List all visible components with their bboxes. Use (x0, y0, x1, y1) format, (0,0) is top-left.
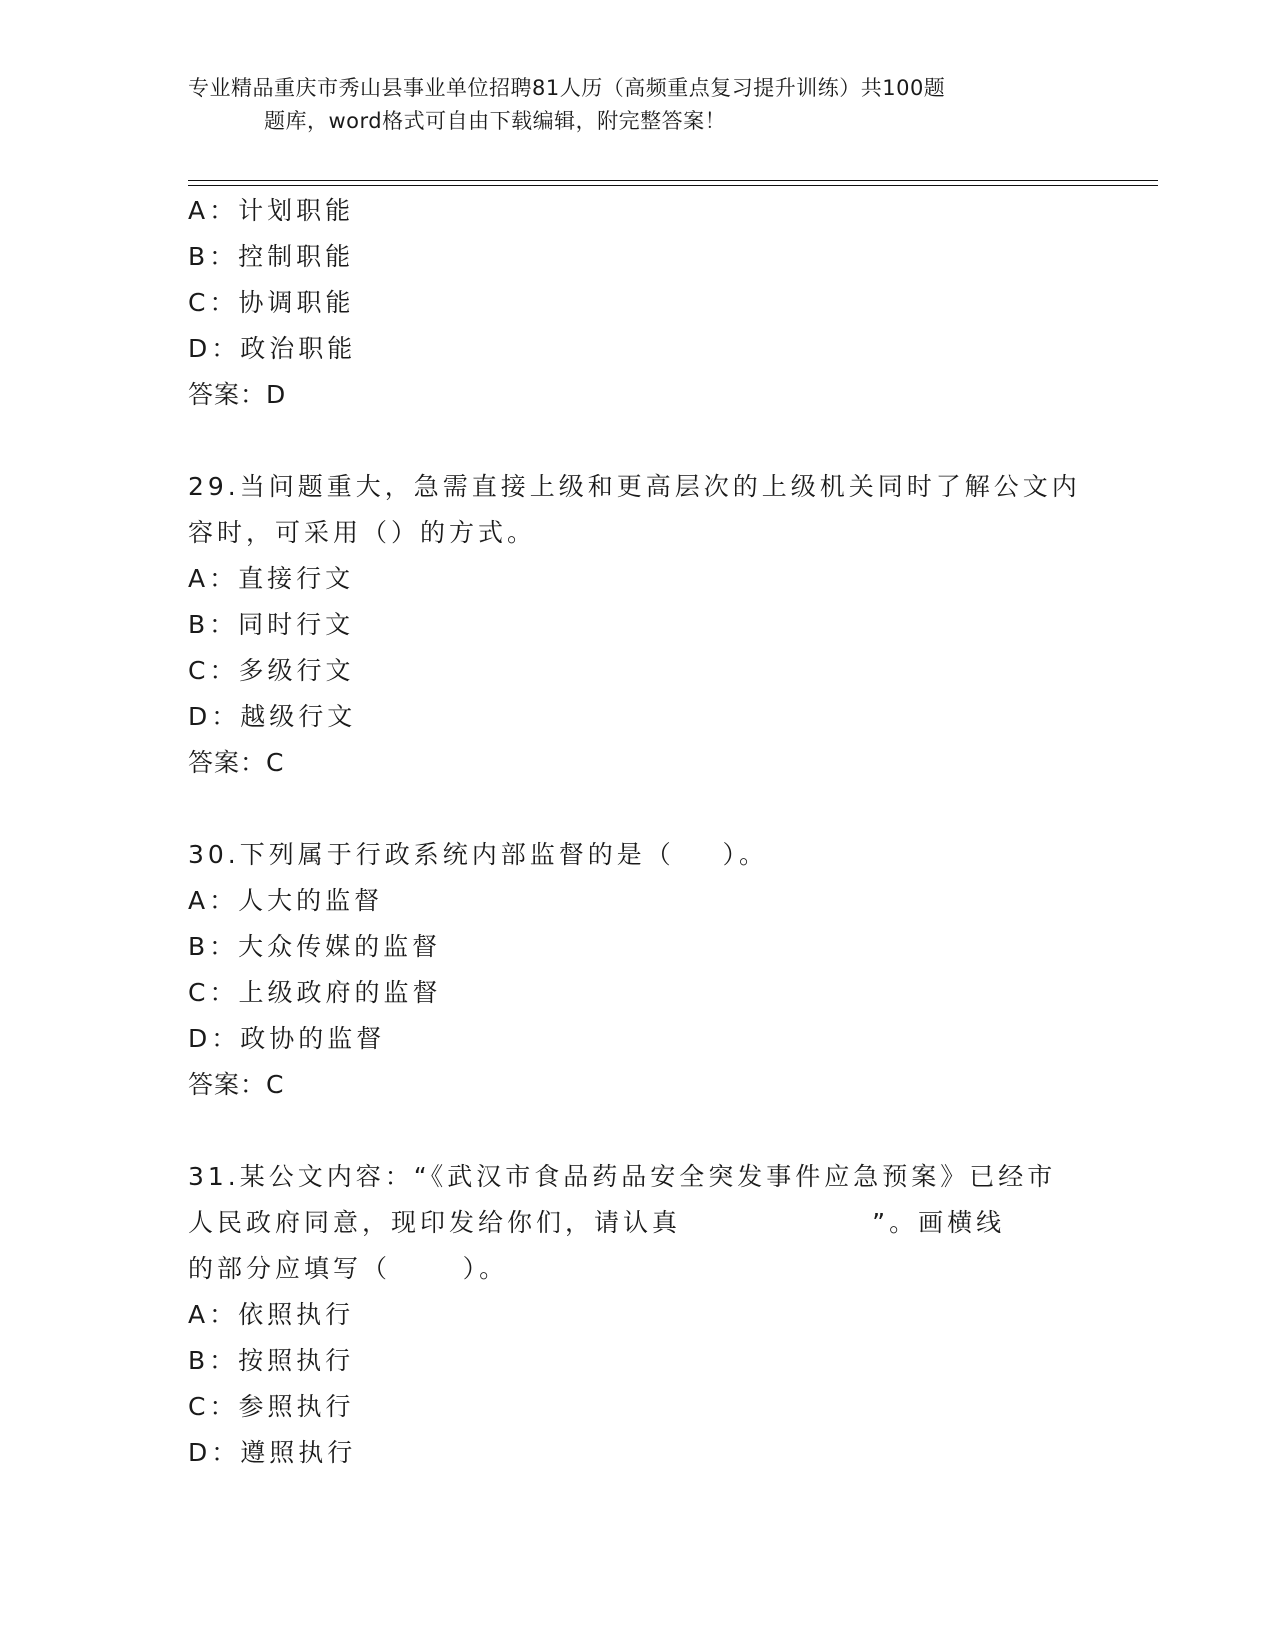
answer: 答案：C (188, 748, 285, 777)
header-title-line-1: 专业精品重庆市秀山县事业单位招聘81人历（高频重点复习提升训练）共100题 (188, 76, 946, 100)
question-31 (188, 1154, 1088, 1476)
question-30 (188, 832, 1088, 1108)
option-b: B：控制职能 (188, 242, 355, 271)
header-rule-bottom (188, 185, 1158, 186)
question-stem-line: 30.下列属于行政系统内部监督的是（ ）。 (188, 840, 769, 869)
option-a: A：人大的监督 (188, 886, 384, 915)
option-c: C：多级行文 (188, 656, 355, 685)
option-c: C：上级政府的监督 (188, 978, 442, 1007)
header-rule-top (188, 180, 1158, 181)
option-d: D：越级行文 (188, 702, 357, 731)
option-d: D：遵照执行 (188, 1438, 357, 1467)
answer: 答案：D (188, 380, 287, 409)
option-b: B：按照执行 (188, 1346, 355, 1375)
option-d: D：政协的监督 (188, 1024, 386, 1053)
option-a: A：直接行文 (188, 564, 355, 593)
header-title-line-2: 题库，word格式可自由下载编辑，附完整答案！ (264, 109, 727, 133)
question-29 (188, 464, 1088, 786)
question-content (188, 188, 1088, 1476)
option-c: C：参照执行 (188, 1392, 355, 1421)
answer: 答案：C (188, 1070, 285, 1099)
question-stem-line: 容时，可采用（）的方式。 (188, 518, 537, 547)
question-stem-line: 人民政府同意，现印发给你们，请认真 ”。画横线 (188, 1208, 1006, 1237)
question-28 (188, 188, 1088, 418)
option-b: B：同时行文 (188, 610, 355, 639)
document-header (188, 72, 1078, 138)
option-a: A：依照执行 (188, 1300, 355, 1329)
option-a: A：计划职能 (188, 196, 355, 225)
option-b: B：大众传媒的监督 (188, 932, 442, 961)
question-stem-line: 的部分应填写（ ）。 (188, 1254, 509, 1283)
option-d: D：政治职能 (188, 334, 357, 363)
question-stem-line: 31.某公文内容：“《武汉市食品药品安全突发事件应急预案》已经市 (188, 1162, 1057, 1191)
question-stem-line: 29.当问题重大，急需直接上级和更高层次的上级机关同时了解公文内 (188, 472, 1081, 501)
option-c: C：协调职能 (188, 288, 355, 317)
